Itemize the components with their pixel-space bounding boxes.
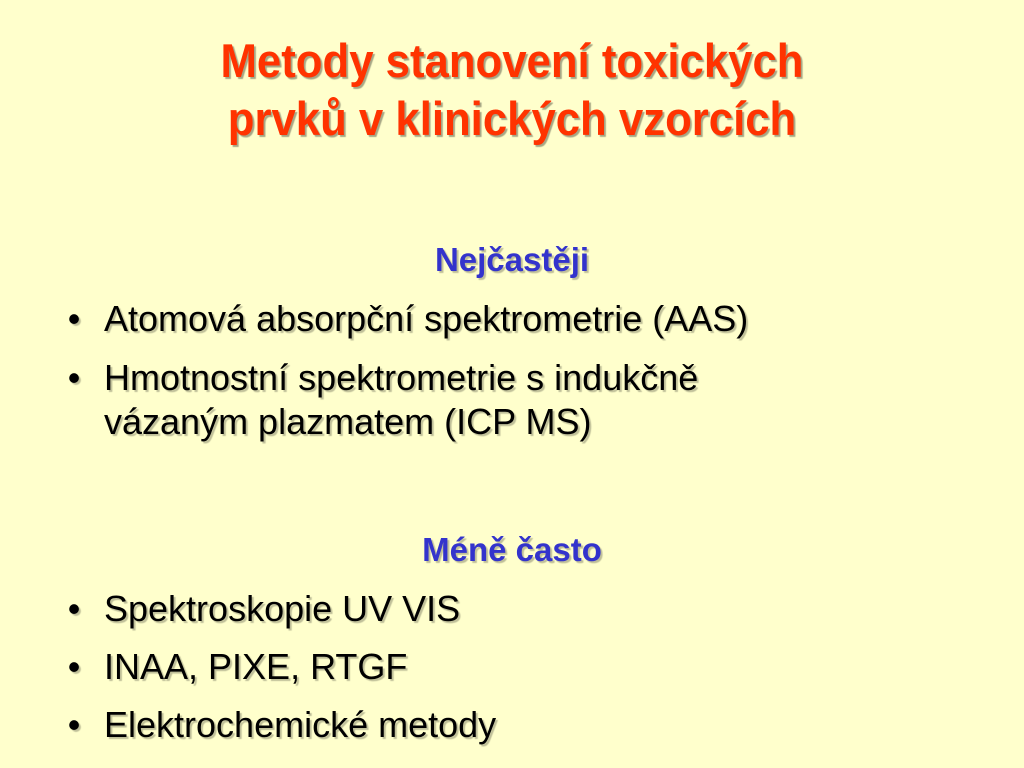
bullet-icon: • xyxy=(67,646,81,687)
bullet-icon: • xyxy=(67,298,81,339)
bullet-icon: • xyxy=(67,588,81,629)
list-item xyxy=(56,356,986,444)
slide-title-line: Metody stanovení toxických xyxy=(220,34,804,87)
bullet-icon: • xyxy=(67,357,81,398)
bullet-icon: • xyxy=(67,704,81,745)
list-item xyxy=(56,645,986,689)
list-item-line: INAA, PIXE, RTGF xyxy=(104,646,408,687)
list-item-text xyxy=(104,645,986,689)
bullet-list-most-often xyxy=(56,297,986,459)
list-item-line: vázaným plazmatem (ICP MS) xyxy=(104,401,592,442)
list-item xyxy=(56,297,986,341)
slide-title xyxy=(36,32,988,148)
list-item-text xyxy=(104,703,986,747)
bullet-list-less-often xyxy=(56,587,986,747)
list-item-text xyxy=(104,356,986,444)
slide-title-line: prvků v klinických vzorcích xyxy=(227,92,797,145)
section-heading-most-often: Nejčastěji xyxy=(434,241,590,278)
list-item-line: Atomová absorpční spektrometrie (AAS) xyxy=(104,298,749,339)
list-item xyxy=(56,703,986,747)
list-item-text xyxy=(104,297,986,341)
list-item-line: Hmotnostní spektrometrie s indukčně xyxy=(104,357,699,398)
list-item-line: Elektrochemické metody xyxy=(104,704,497,745)
list-item xyxy=(56,587,986,631)
list-item-text xyxy=(104,587,986,631)
section-heading-less-often: Méně často xyxy=(422,531,602,568)
list-item-line: Spektroskopie UV VIS xyxy=(104,588,461,629)
